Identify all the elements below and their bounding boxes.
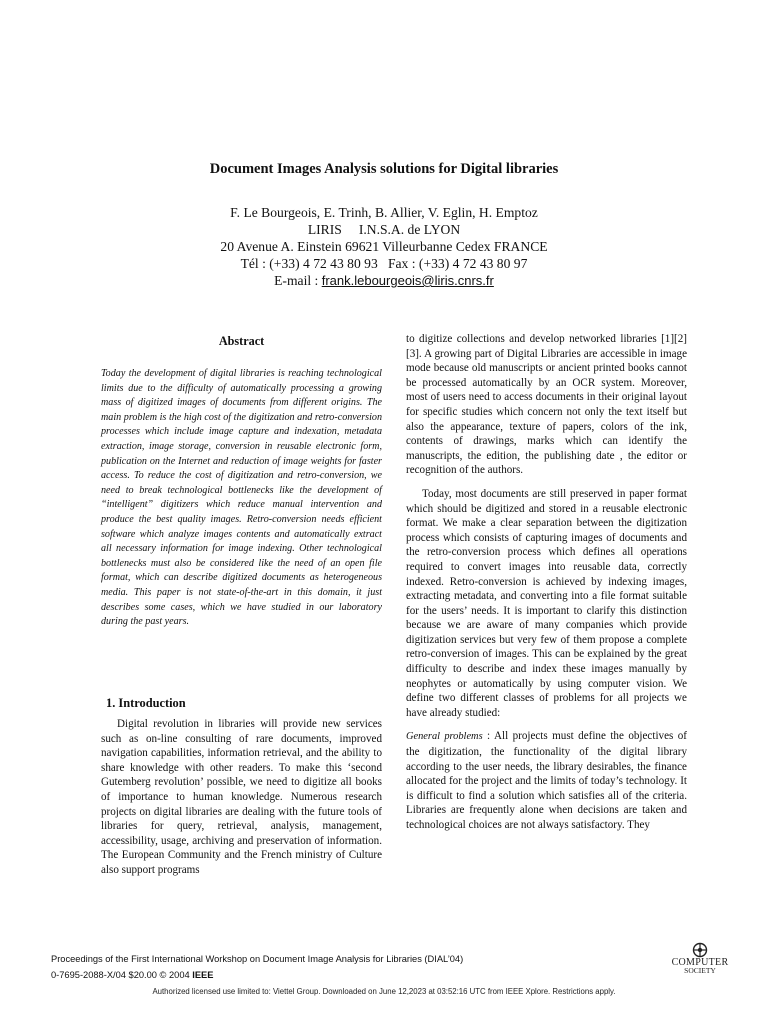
author-names: F. Le Bourgeois, E. Trinh, B. Allier, V. Eglin, H. Emptoz <box>230 205 538 220</box>
general-problems-text: : All projects must define the objectives of the digitization, the functionality of the digital library according to the user needs, the library desirables, the finance allocated for the project and the limits of today’s technology. It is difficult to find a solution which satisfies all of the criteria. Libraries are frequently alone when decisions are taken and technological choices are not always satisfactory. They <box>406 730 687 831</box>
authorized-use-notice: Authorized licensed use limited to: Viettel Group. Downloaded on June 12,2023 at 03:52:16 UTC from IEEE Xplore. Restrictions apply. <box>152 987 616 996</box>
author-address: 20 Avenue A. Einstein 69621 Villeurbanne Cedex FRANCE <box>220 239 548 254</box>
right-paragraph-2: Today, most documents are still preserved in paper format which should be digitized and stored in a reusable electronic format. We make a clear separation between the digitization process which consists of capturing images of documents and the retro-conversion process which defines all operations required to convert images into reusable data, correctly indexed. Retro-conversion is achieved by indexing images, extracting metadata, and converting into a file format suitable for the users’ needs. It is important to clarify this distinction because we are aware of many companies which provide digitization services but very few of them propose a complete retro-conversion of images. This can be explained by the great difficulty to describe and index these images manually by neophytes or automatically by using computer vision. We define two different classes of problems for all projects we have already studied: <box>406 487 687 719</box>
abstract-text: Today the development of digital libraries is reaching technological limits due to the difficulty of automatically processing a growing mass of digitized images of documents from different origins. The main problem is the high cost of the digitization and retro-conversion processes which include image capture and indexation, metadata extraction, image storage, conversion in reusable electronic form, publication on the Internet and reduction of image weights for faster access. To reduce the cost of digitization and retro-conversion, we need to break technological bottlenecks like the development of “intelligent” digitizers which reduce manual intervention and produce the best quality images. Retro-conversion needs efficient software which analyze images contents and automatically extract all necessary information for image indexing. Other technological bottlenecks must also be considered like the need of an open file format, which can describe digitized documents as heterogeneous media. This paper is not state-of-the-art in this domain, it just describes some cases, which we have studied in our laboratory during the past years. <box>101 368 382 628</box>
computer-society-logo <box>669 942 731 984</box>
general-problems-label: General problems <box>406 731 483 743</box>
introduction-heading: 1. Introduction <box>106 696 186 710</box>
email-label: E-mail : <box>274 273 322 288</box>
right-paragraph-1: to digitize collections and develop networked libraries [1][2][3]. A growing part of Digital Libraries are accessible in image mode because old manuscripts or ancient printed books cannot be processed automatically by an OCR system. Moreover, most of users need to access documents in their original layout for specific studies which concern not only the text itself but also the appearance, texture of papers, colors of the ink, contents of drawings, marks which can identify the manuscripts, the edition, the publishing date , the editor or recognition of the authors. <box>406 333 687 477</box>
paper-title: Document Images Analysis solutions for Digital libraries <box>209 161 559 177</box>
logo-society-text: SOCIETY <box>684 966 716 975</box>
ieee-label: IEEE <box>192 970 214 980</box>
abstract-heading: Abstract <box>218 334 265 348</box>
footer-proceedings <box>51 951 463 983</box>
logo-computer-text: COMPUTER <box>671 957 729 968</box>
isbn-text: 0-7695-2088-X/04 $20.00 © 2004 <box>51 970 193 980</box>
author-phone: Tél : (+33) 4 72 43 80 93 Fax : (+33) 4 72 43 80 97 <box>240 256 528 271</box>
introduction-text: Digital revolution in libraries will provide new services such as on-line consulting of rare documents, improved navigation capabilities, information retrieval, and the ability to share knowledge with other readers. To make this ‘second Gutemberg revolution’ possible, we need to digitize all books of importance to human knowledge. Numerous research projects on digital libraries are dealing with the future tools of libraries for query, retrieval, analysis, management, accessibility, usage, archiving and preservation of information. The European Community and the French ministry of Culture also support programs <box>101 718 382 876</box>
isbn-line <box>51 967 463 983</box>
author-block <box>0 204 768 289</box>
right-paragraph-3 <box>406 729 687 832</box>
author-affiliation: LIRIS I.N.S.A. de LYON <box>307 222 461 237</box>
computer-society-emblem-icon <box>690 942 710 958</box>
proceedings-line: Proceedings of the First International Workshop on Document Image Analysis for Libraries (DIAL’04) <box>51 954 464 964</box>
email-link[interactable]: frank.lebourgeois@liris.cnrs.fr <box>321 273 494 288</box>
author-email-line <box>0 272 768 289</box>
right-column <box>406 332 687 833</box>
